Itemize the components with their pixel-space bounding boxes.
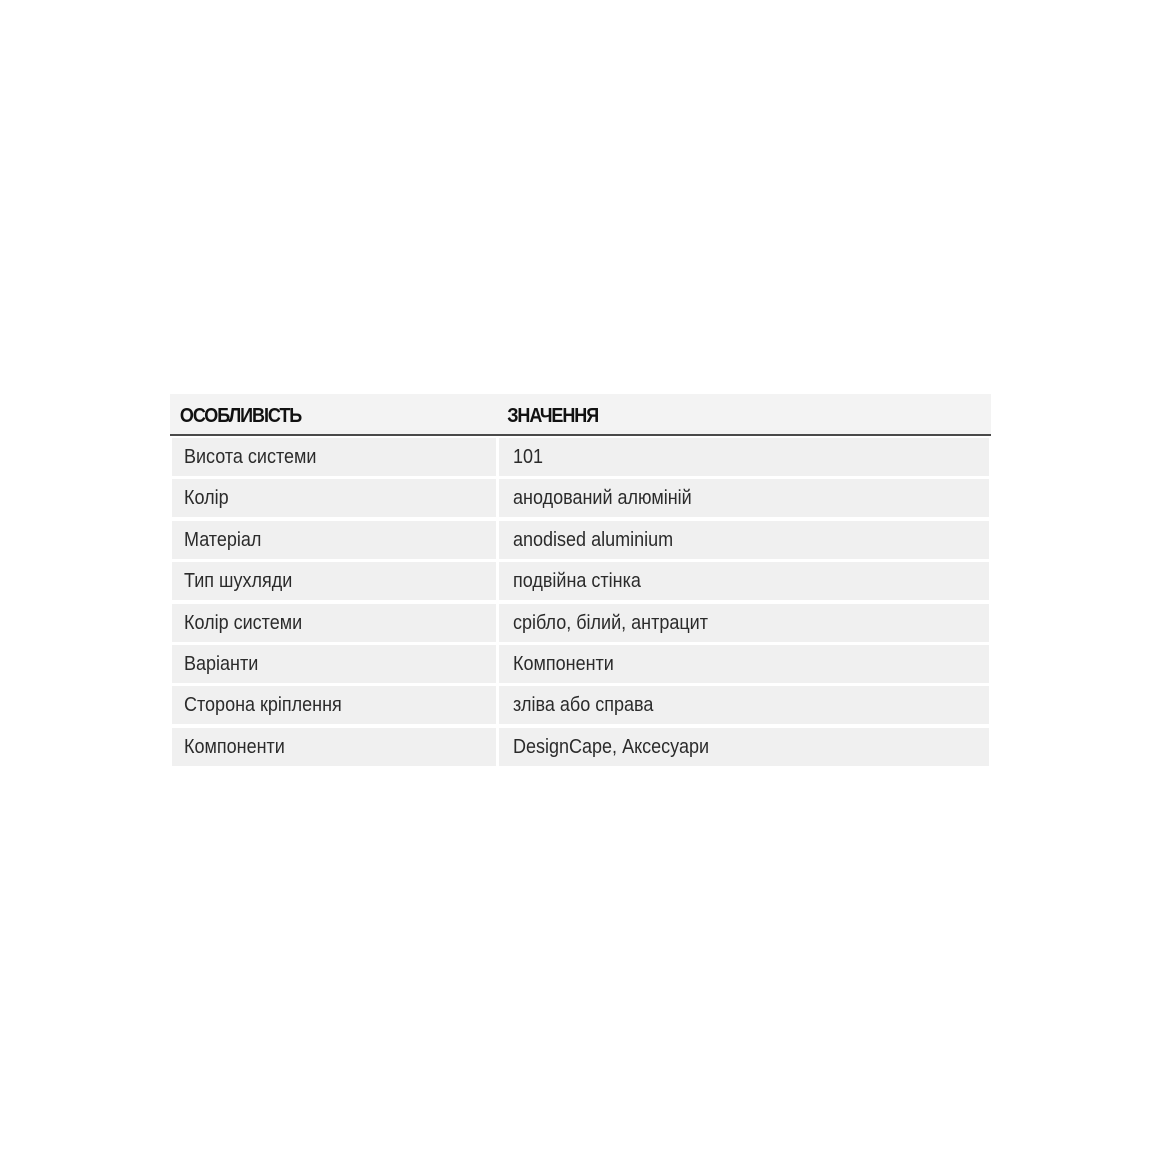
feature-text: Сторона кріплення <box>184 694 342 717</box>
feature-cell <box>172 438 496 476</box>
value-text: подвійна стінка <box>513 570 641 593</box>
value-text: зліва або справа <box>513 694 654 717</box>
value-text: 101 <box>513 446 544 468</box>
table-body <box>170 438 991 766</box>
value-cell <box>499 438 989 476</box>
value-cell <box>499 562 989 600</box>
table-row <box>170 479 991 517</box>
feature-cell <box>172 645 496 683</box>
feature-text: Варіанти <box>184 652 259 675</box>
spec-table <box>170 394 991 769</box>
table-row <box>170 686 991 724</box>
feature-cell <box>172 479 496 517</box>
table-row <box>170 604 991 642</box>
feature-text: Компоненти <box>184 735 285 758</box>
value-text: анодований алюміній <box>513 487 692 510</box>
feature-text: Висота системи <box>184 446 317 468</box>
feature-cell <box>172 686 496 724</box>
feature-cell <box>172 521 496 559</box>
table-row <box>170 645 991 683</box>
feature-cell <box>172 728 496 766</box>
feature-cell <box>172 604 496 642</box>
value-cell <box>499 728 989 766</box>
feature-text: Тип шухляди <box>184 570 293 593</box>
header-value: ЗНАЧЕННЯ <box>507 405 599 427</box>
value-text: Компоненти <box>513 652 614 675</box>
value-text: DesignCape, Аксесуари <box>513 735 710 758</box>
value-text: anodised aluminium <box>513 528 674 551</box>
value-cell <box>499 686 989 724</box>
header-feature: ОСОБЛИВІСТЬ <box>179 405 302 427</box>
feature-text: Колір системи <box>184 611 303 634</box>
feature-text: Матеріал <box>184 528 262 551</box>
table-row <box>170 728 991 766</box>
value-text: срібло, білий, антрацит <box>513 611 708 634</box>
value-cell <box>499 645 989 683</box>
feature-cell <box>172 562 496 600</box>
table-row <box>170 562 991 600</box>
table-row <box>170 438 991 476</box>
value-cell <box>499 479 989 517</box>
feature-text: Колір <box>184 487 229 510</box>
table-header-row <box>170 394 991 436</box>
table-row <box>170 521 991 559</box>
value-cell <box>499 604 989 642</box>
value-cell <box>499 521 989 559</box>
